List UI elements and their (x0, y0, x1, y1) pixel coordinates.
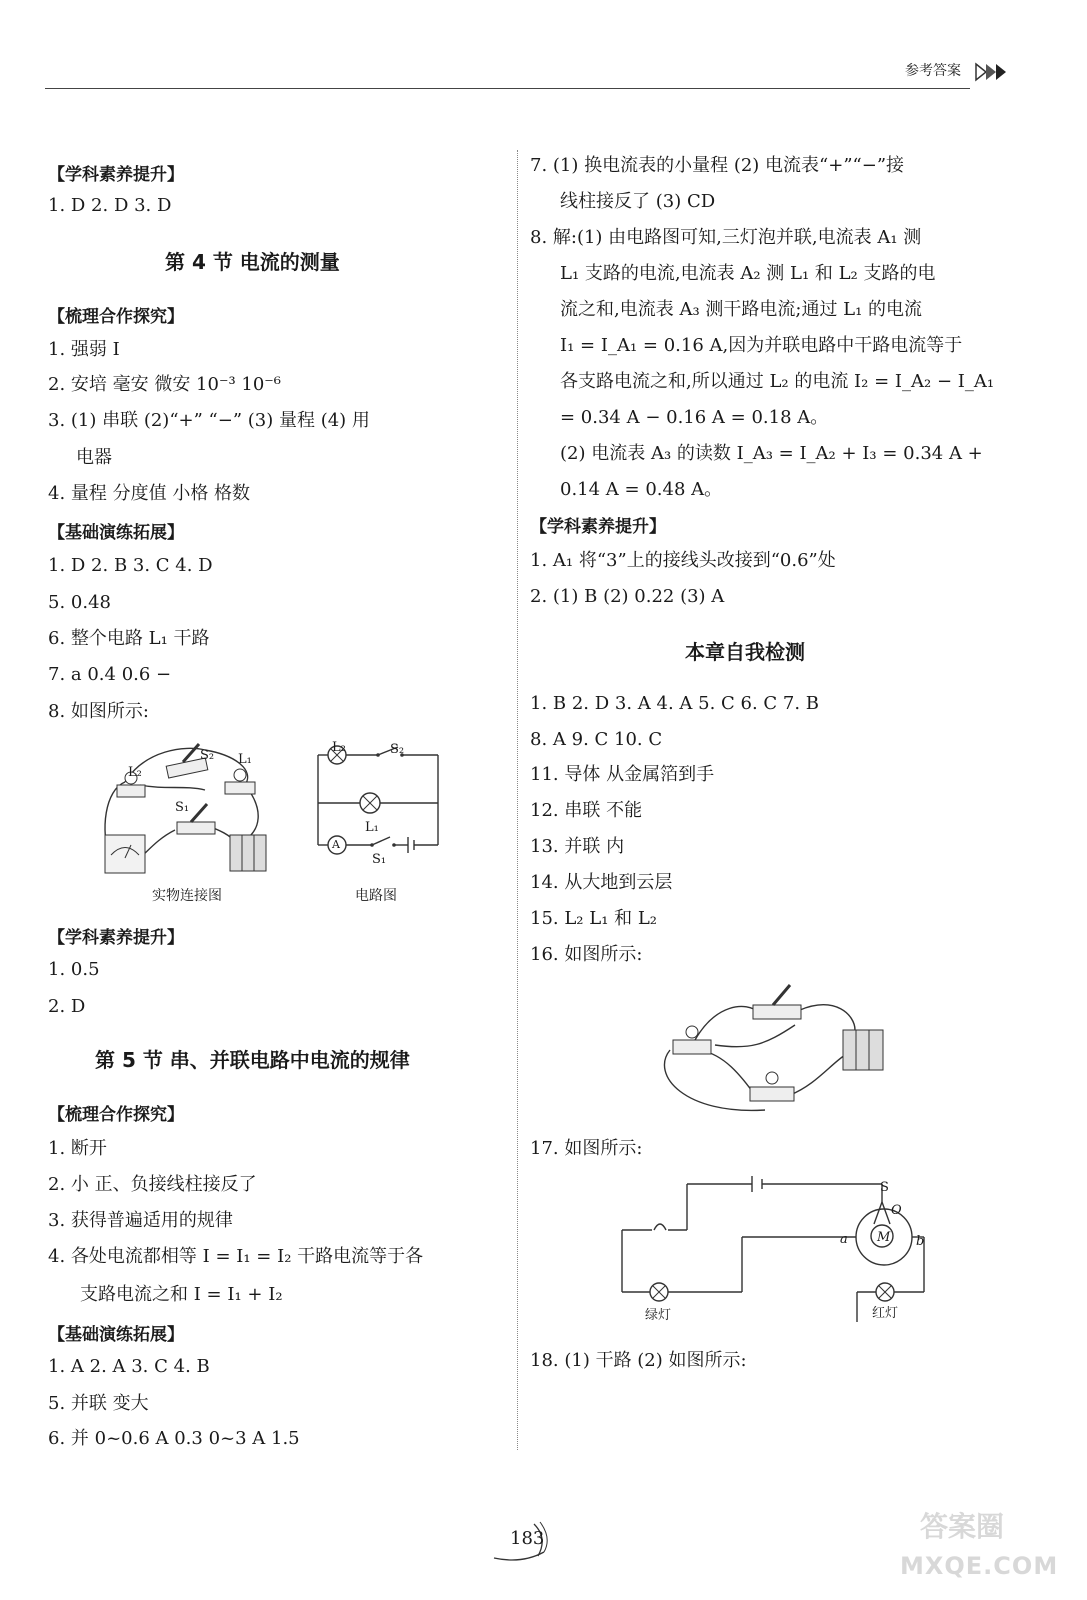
answer-line: 1. 强弱 I (48, 339, 120, 360)
answer-line: L₁ 支路的电流,电流表 A₂ 测 L₁ 和 L₂ 支路的电 (560, 263, 936, 284)
section-heading: 【学科素养提升】 (530, 517, 666, 537)
answer-line: 4. 各处电流都相等 I = I₁ = I₂ 干路电流等于各 (48, 1246, 424, 1267)
chapter-title: 本章自我检测 (685, 640, 805, 664)
watermark-url: MXQE.COM (900, 1552, 1059, 1580)
fig-label: O (891, 1203, 902, 1218)
fig-label: 红灯 (872, 1306, 899, 1321)
fig-label: S₂ (200, 748, 215, 763)
answer-line: 支路电流之和 I = I₁ + I₂ (80, 1284, 283, 1305)
answer-line: 流之和,电流表 A₃ 测干路电流;通过 L₁ 的电流 (560, 299, 923, 320)
answer-line: 2. 小 正、负接线柱接反了 (48, 1174, 257, 1195)
answer-line: 1. 0.5 (48, 959, 100, 980)
answer-line: 1. A 2. A 3. C 4. B (48, 1356, 210, 1377)
section-title: 第 5 节 串、并联电路中电流的规律 (95, 1048, 410, 1072)
fig-label: b (916, 1234, 925, 1249)
fig-label: L₂ (128, 765, 142, 780)
answer-line: 5. 并联 变大 (48, 1393, 149, 1414)
answer-line: 1. A₁ 将“3”上的接线头改接到“0.6”处 (530, 550, 836, 571)
answer-line: 1. D 2. D 3. D (48, 195, 172, 216)
wiring-figure-16 (655, 975, 900, 1115)
section-heading: 【基础演练拓展】 (48, 523, 184, 543)
answer-line: 7. a 0.4 0.6 − (48, 664, 172, 685)
answer-line: 3. (1) 串联 (2)“+” “−” (3) 量程 (4) 用 (48, 410, 370, 431)
fig-label: 绿灯 (645, 1308, 672, 1323)
answer-line: 8. A 9. C 10. C (530, 729, 663, 750)
page-number: 183 (510, 1528, 545, 1549)
fig-label: S (880, 1180, 889, 1195)
section-title: 第 4 节 电流的测量 (165, 250, 340, 274)
answer-line: = 0.34 A − 0.16 A = 0.18 A。 (560, 407, 829, 428)
section-heading: 【梳理合作探究】 (48, 1105, 184, 1125)
answer-line: 12. 串联 不能 (530, 800, 643, 821)
answer-line: I₁ = I_A₁ = 0.16 A,因为并联电路中干路电流等于 (560, 335, 963, 356)
answer-line: 1. D 2. B 3. C 4. D (48, 555, 213, 576)
answer-line: 3. 获得普遍适用的规律 (48, 1210, 233, 1231)
answer-line: 13. 并联 内 (530, 836, 625, 857)
answer-line: 线柱接反了 (3) CD (560, 191, 716, 212)
figure-caption: 电路图 (355, 888, 397, 904)
answer-line: 11. 导体 从金属箔到手 (530, 764, 715, 785)
fig-label: S₁ (372, 852, 387, 867)
answer-line: 15. L₂ L₁ 和 L₂ (530, 908, 658, 929)
answer-line: 7. (1) 换电流表的小量程 (2) 电流表“+”“−”接 (530, 155, 905, 176)
column-divider (517, 150, 518, 1450)
answer-line: 电器 (76, 447, 112, 468)
answer-line: 各支路电流之和,所以通过 L₂ 的电流 I₂ = I_A₂ − I_A₁ (560, 371, 995, 392)
answer-line: 8. 解:(1) 由电路图可知,三灯泡并联,电流表 A₁ 测 (530, 227, 922, 248)
answer-line: 18. (1) 干路 (2) 如图所示: (530, 1350, 747, 1371)
answer-line: 2. D (48, 996, 86, 1017)
answer-line: 8. 如图所示: (48, 701, 149, 722)
answer-line: 1. 断开 (48, 1138, 107, 1159)
answer-line: 6. 整个电路 L₁ 干路 (48, 628, 210, 649)
fig-label: L₁ (238, 752, 252, 767)
answer-line: 5. 0.48 (48, 592, 111, 613)
section-heading: 【梳理合作探究】 (48, 307, 184, 327)
answer-line: (2) 电流表 A₃ 的读数 I_A₃ = I_A₂ + I₃ = 0.34 A + (560, 443, 983, 464)
fig-label: A (332, 838, 340, 851)
answer-line: 0.14 A = 0.48 A。 (560, 479, 723, 500)
answer-line: 4. 量程 分度值 小格 格数 (48, 483, 251, 504)
header-arrow-icon (972, 60, 1012, 84)
answer-line: 2. 安培 毫安 微安 10⁻³ 10⁻⁶ (48, 374, 282, 395)
answer-line: 6. 并 0~0.6 A 0.3 0~3 A 1.5 (48, 1428, 300, 1449)
header-rule (45, 88, 970, 89)
answer-line: 14. 从大地到云层 (530, 872, 673, 893)
fig-label: L₂ (332, 740, 346, 755)
answer-line: 1. B 2. D 3. A 4. A 5. C 6. C 7. B (530, 693, 820, 714)
watermark-logo: 答案圈 (920, 1510, 1005, 1543)
fig-label: S₁ (175, 800, 190, 815)
circuit-diagram (310, 735, 450, 870)
section-heading: 【基础演练拓展】 (48, 1325, 184, 1345)
section-heading: 【学科素养提升】 (48, 928, 184, 948)
section-heading: 【学科素养提升】 (48, 165, 184, 185)
fig-label: a (840, 1232, 848, 1247)
fig-label: M (877, 1230, 891, 1245)
answer-line: 17. 如图所示: (530, 1138, 643, 1159)
fig-label: S₂ (390, 742, 405, 757)
header-label: 参考答案 (905, 63, 961, 79)
answer-line: 16. 如图所示: (530, 944, 643, 965)
answer-line: 2. (1) B (2) 0.22 (3) A (530, 586, 725, 607)
figure-caption: 实物连接图 (152, 888, 222, 904)
fig-label: L₁ (365, 820, 379, 835)
